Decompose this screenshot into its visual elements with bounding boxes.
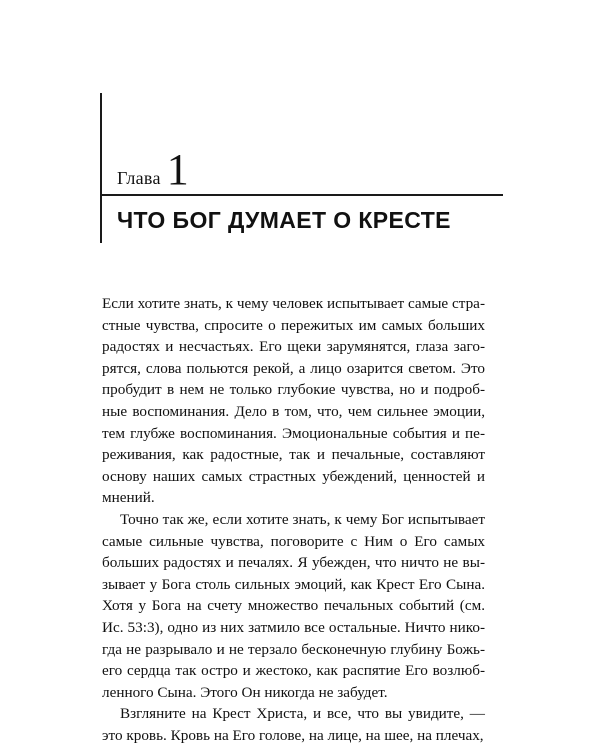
paragraph-2: Точно так же, если хотите знать, к чему Бог испытывает самые сильные чувства, поговорите с Ним о Его самых больших радостях и печалях. Я убежден, что ничто не вызывает у Бога столь сильных эмоций, как Крест Его Сына. Хотя у Бога на счету множество печальных событий (см. Ис. 53:3), одно из них затмило все остальные. Ничто никогда не разрывало и не терзало бесконечную глубину Божьего сердца так остро и жестоко, как распятие Его возлюбленного Сына. Этого Он никогда не забудет. bbox=[102, 510, 485, 701]
chapter-word: Глава bbox=[117, 168, 161, 188]
chapter-number: 1 bbox=[166, 145, 189, 194]
chapter-vertical-rule bbox=[100, 93, 102, 243]
body-text bbox=[102, 293, 485, 746]
chapter-title: ЧТО БОГ ДУМАЕТ О КРЕСТЕ bbox=[117, 207, 451, 233]
chapter-heading bbox=[117, 145, 189, 194]
chapter-horizontal-rule bbox=[100, 194, 503, 196]
paragraph-3: Взгляните на Крест Христа, и все, что вы увидите, — это кровь. Кровь на Его голове, на лице, на шее, на плечах, bbox=[102, 705, 485, 744]
paragraph-1: Если хотите знать, к чему человек испытывает самые страстные чувства, спросите о пережитых им самых больших радостях и несчастьях. Его щеки зарумянятся, глаза загорятся, слова польются рекой, а лицо озарится светом. Это пробудит в нем не только глубокие чувства, но и подробные воспоминания. Дело в том, что, чем сильнее эмоции, тем глубже воспоминания. Эмоциональные события и переживания, как радостные, так и печальные, составляют основу наших самых страстных убеждений, ценностей и мнений. bbox=[102, 295, 485, 507]
